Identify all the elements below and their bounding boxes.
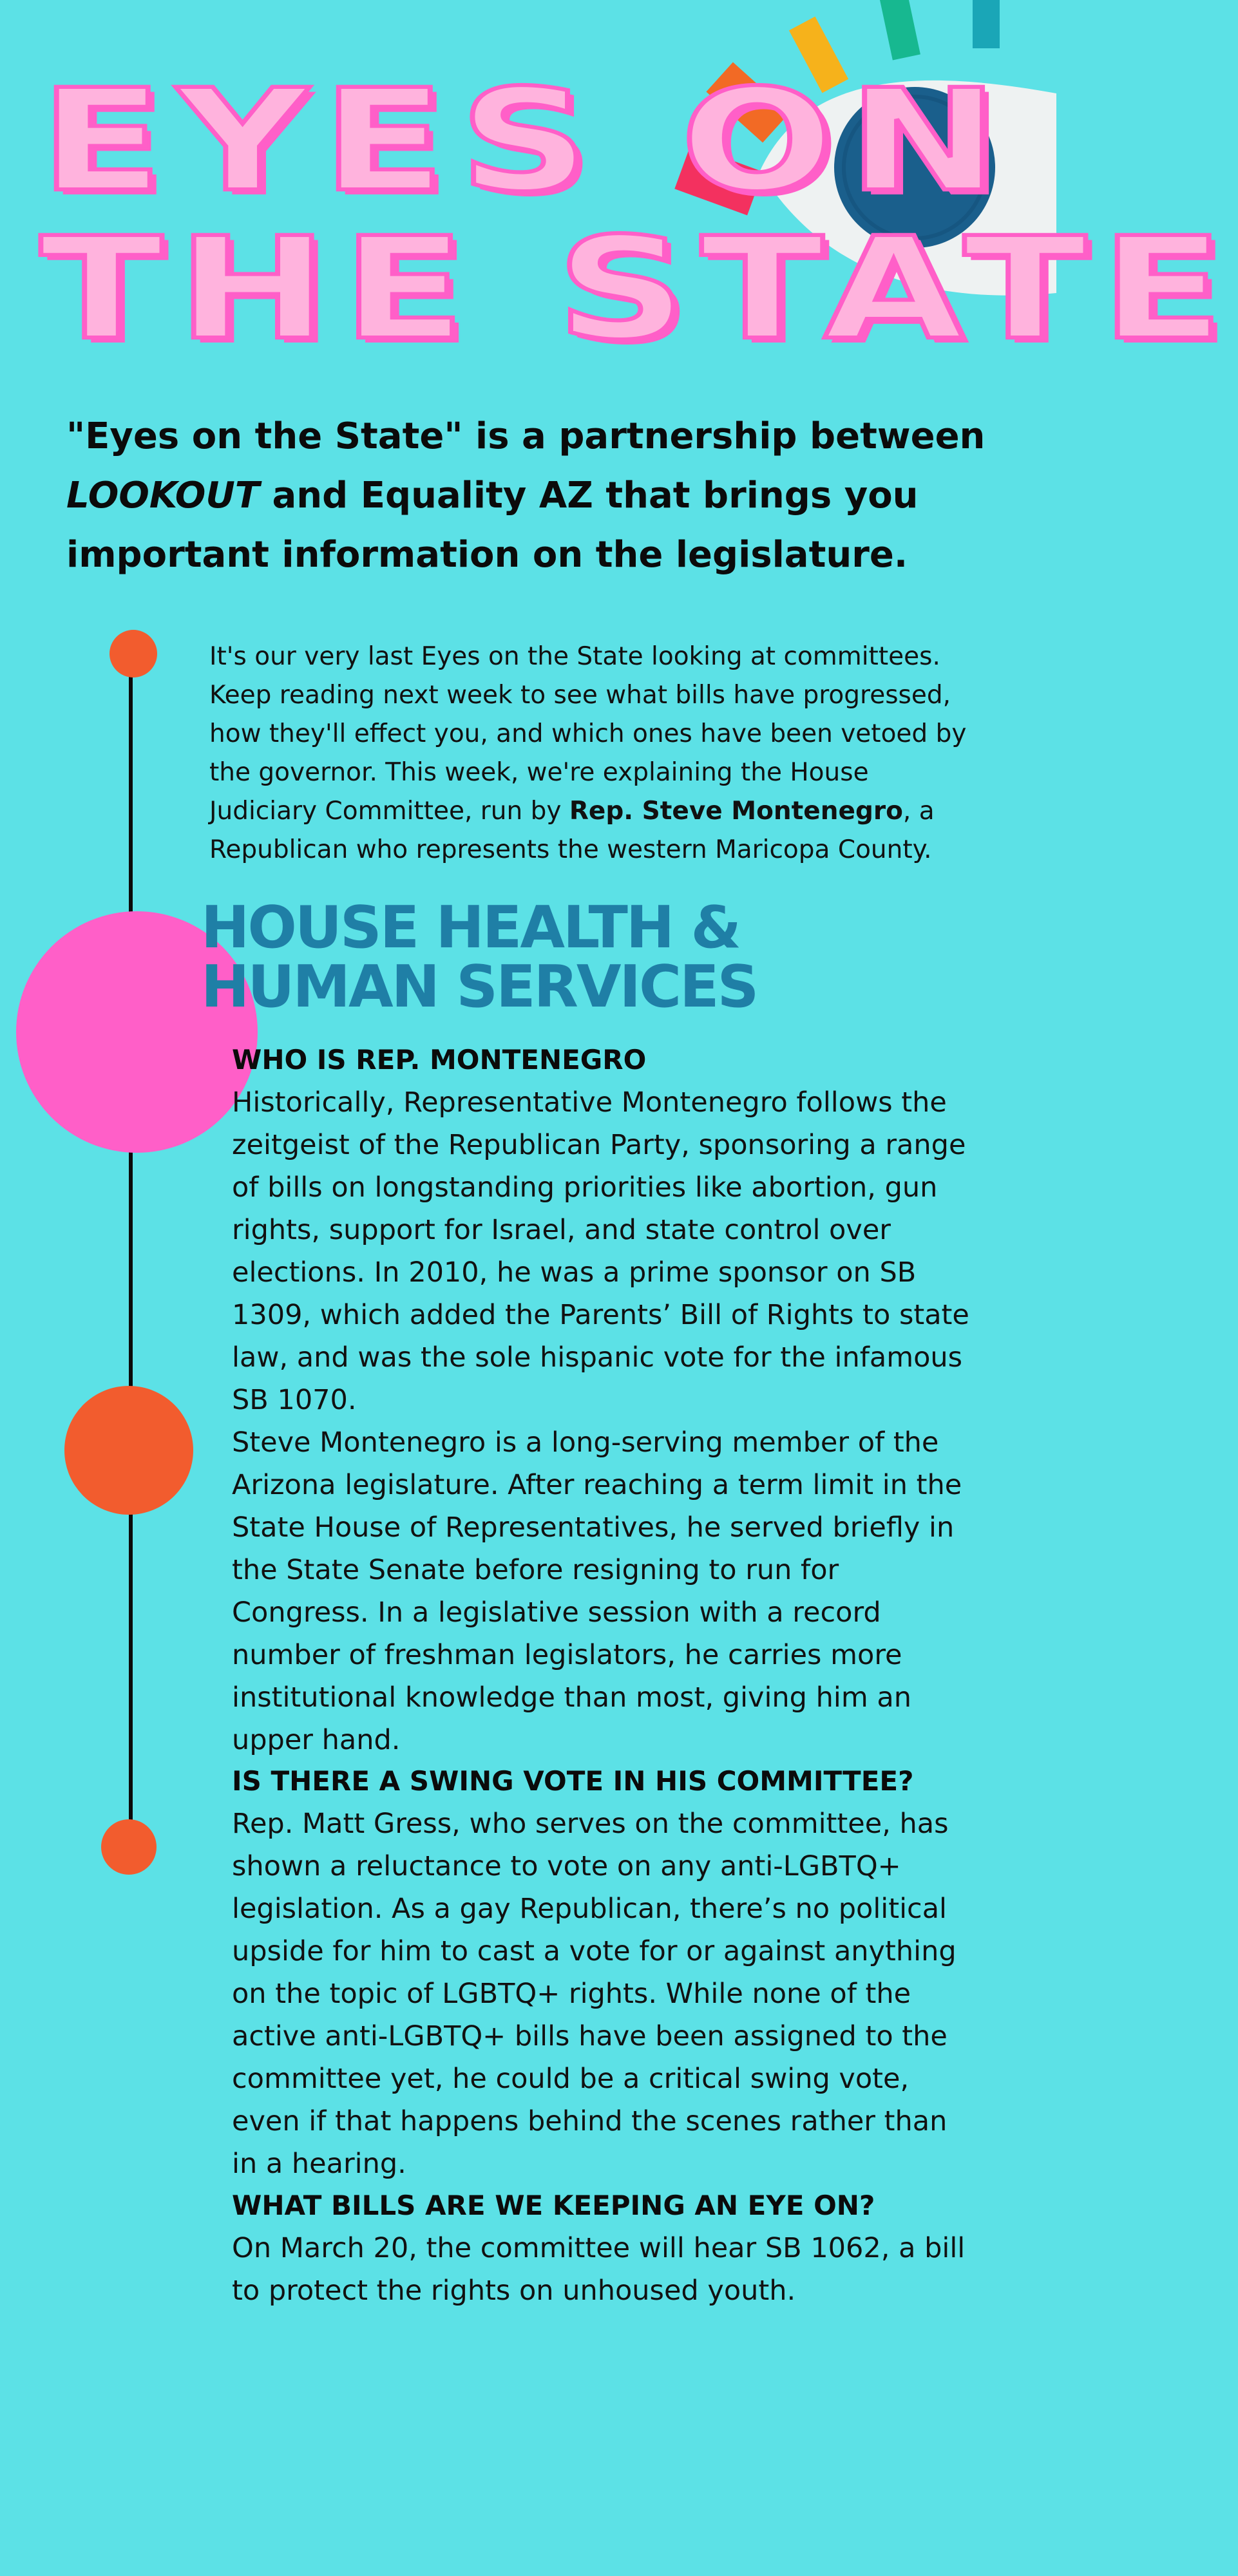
swing-paragraph: Rep. Matt Gress, who serves on the committee, has shown a reluctance to vote on any anti-LGBTQ+ legislation. As a gay Republican, there’s no political upside for him to cast a vote for or against anything on the topic of LGBTQ+ rights. While none of the active anti-LGBTQ+ bills have been assigned to the committee yet, he could be a critical swing vote, even if that happens behind the scenes rather than in a hearing. <box>232 1808 957 2180</box>
intro-part-1: "Eyes on the State" is a partnership between <box>66 415 986 457</box>
intro-brand: LOOKOUT <box>66 475 260 516</box>
section-title-line-1: HOUSE HEALTH & <box>201 894 739 961</box>
who-heading: WHO IS REP. MONTENEGRO <box>232 1044 647 1075</box>
lead-text-1: It's our very last Eyes on the State looking at committees. Keep reading next week to see what bills have progressed, how they'll effect you, and which ones have been vetoed by the governor. This week, we're explaining the House Judiciary Committee, run by <box>209 642 967 826</box>
bills-paragraph: On March 20, the committee will hear SB 1062, a bill to protect the rights on unhoused youth. <box>232 2232 966 2307</box>
title-line-2: THE STATE <box>40 207 1238 372</box>
section-title <box>201 894 845 1021</box>
intro-part-2: and Equality AZ that brings you important information on the legislature. <box>66 475 919 576</box>
lead-paragraph <box>209 638 969 869</box>
swing-heading: IS THERE A SWING VOTE IN HIS COMMITTEE? <box>232 1765 914 1797</box>
swing-section <box>232 1760 979 2185</box>
who-section <box>232 1039 979 1421</box>
bills-section <box>232 2184 979 2312</box>
timeline-dot-orange-mid <box>64 1386 193 1515</box>
title-line-1: EYES ON <box>40 59 1013 223</box>
intro-text <box>66 407 987 585</box>
section-title-line-2: HUMAN SERVICES <box>201 953 757 1021</box>
timeline-line <box>129 650 133 1848</box>
who-paragraph-1: Historically, Representative Montenegro follows the zeitgeist of the Republican Party, sponsoring a range of bills on longstanding priorities like abortion, gun rights, support for Israel, and state control over elections. In 2010, he was a prime sponsor on SB 1309, which added the Parents’ Bill of Rights to state law, and was the sole hispanic vote for the infamous SB 1070. <box>232 1086 969 1416</box>
timeline-dot-orange-bottom <box>101 1819 157 1875</box>
lead-text-2: , a Republican who represents the western Maricopa County. <box>209 797 935 864</box>
timeline-dot-orange-top <box>110 630 157 677</box>
who-paragraph-2: Steve Montenegro is a long-serving member of the Arizona legislature. After reaching a term limit in the State House of Representatives, he served briefly in the State Senate before resigning to run for Congress. In a legislative session with a record number of freshman legislators, he carries more institutional knowledge than most, giving him an upper hand. <box>232 1426 962 1756</box>
rep-name: Rep. Steve Montenegro <box>569 797 903 826</box>
bills-heading: WHAT BILLS ARE WE KEEPING AN EYE ON? <box>232 2190 875 2221</box>
who-section-continued <box>232 1421 979 1761</box>
